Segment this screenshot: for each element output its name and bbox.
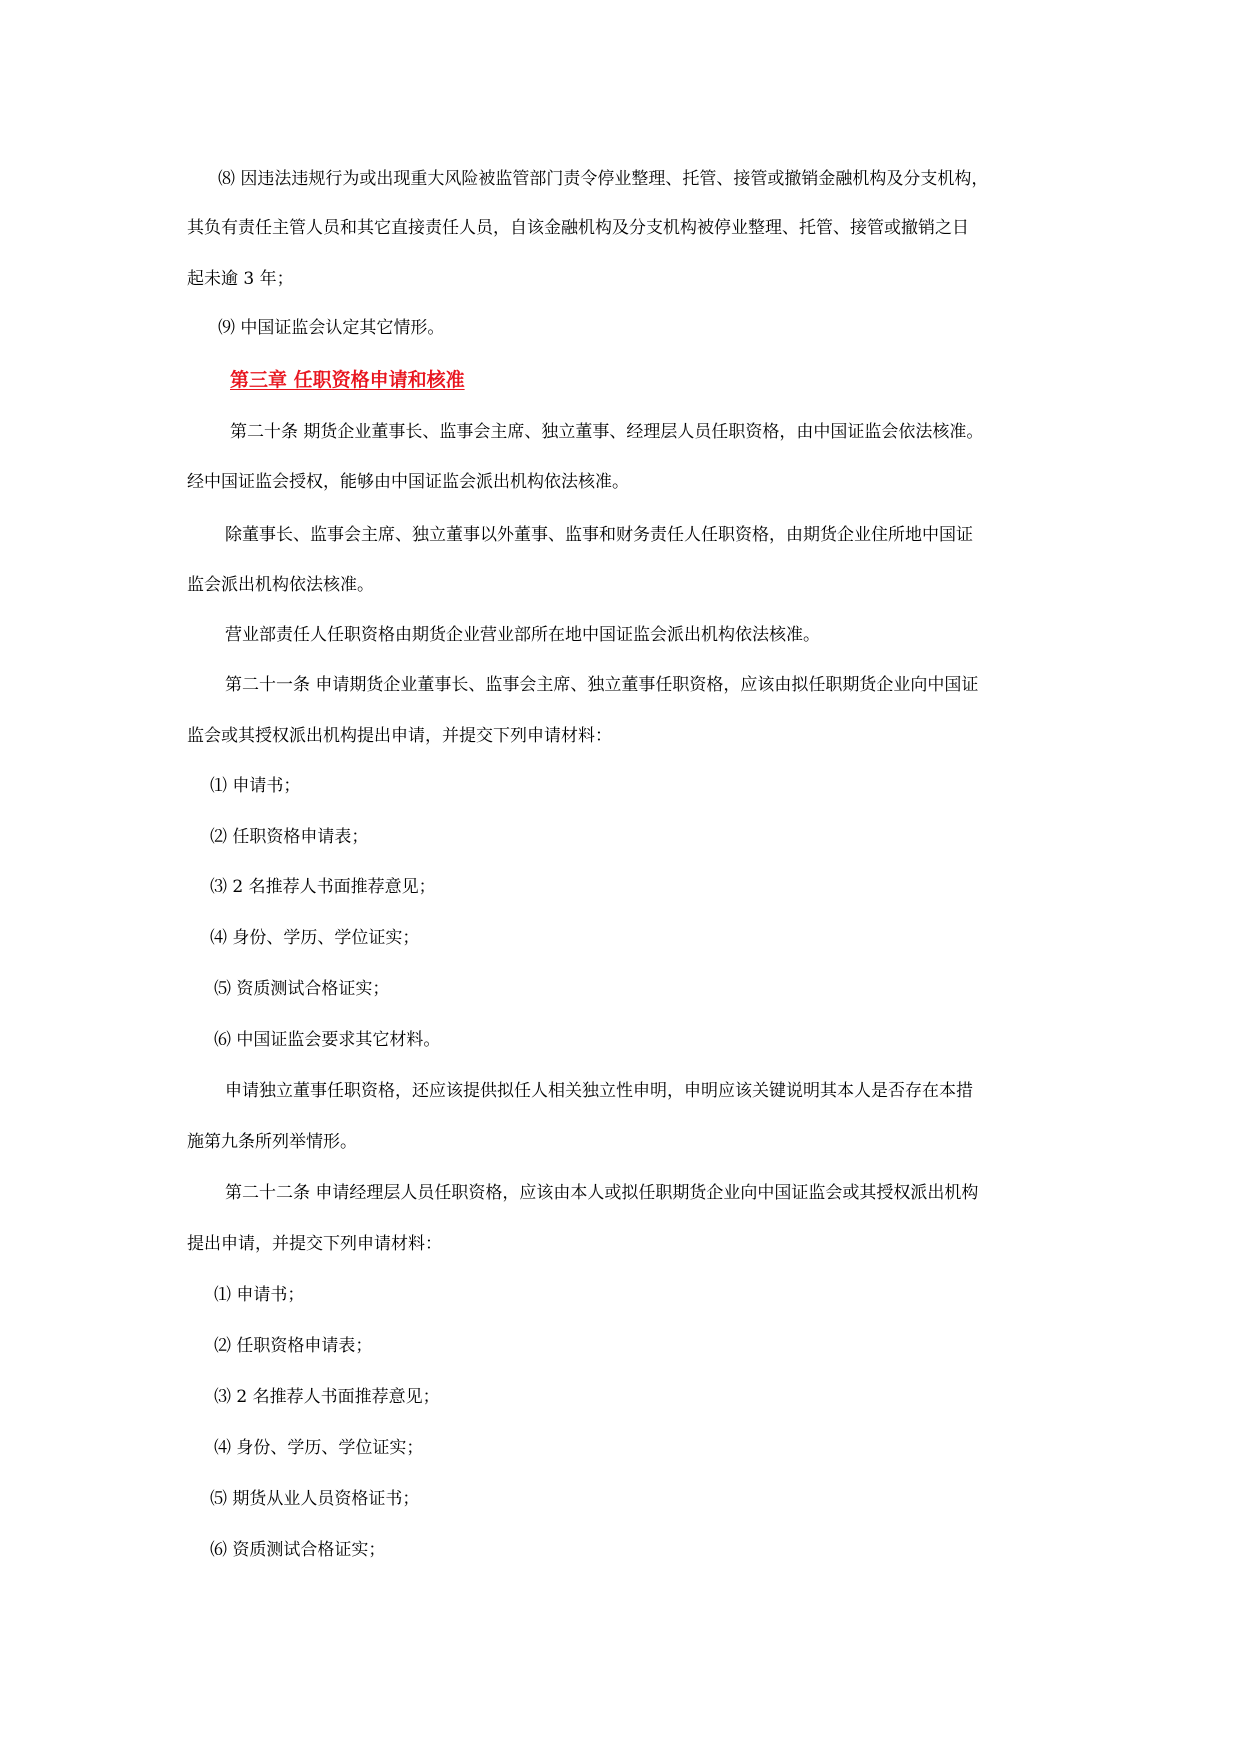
list-item: ⑸ 资质测试合格证实； [214,979,390,999]
paragraph-line: 监会或其授权派出机构提出申请，并提交下列申请材料： [187,726,612,746]
list-item: ⑸ 期货从业人员资格证书； [210,1489,420,1509]
list-item: ⑹ 中国证监会要求其它材料。 [214,1030,441,1050]
list-item: ⑷ 身份、学历、学位证实； [210,928,420,948]
paragraph-line: 经中国证监会授权，能够由中国证监会派出机构依法核准。 [187,472,629,492]
article-20: 第二十条 期货企业董事长、监事会主席、独立董事、经理层人员任职资格，由中国证监会依法核准。 [230,422,984,442]
paragraph-line: 其负有责任主管人员和其它直接责任人员，自该金融机构及分支机构被停业整理、托管、接管或撤销之日 [187,218,969,238]
paragraph-line: 申请独立董事任职资格，还应该提供拟任人相关独立性申明，申明应该关键说明其本人是否存在本措 [225,1081,973,1101]
list-item: ⑹ 资质测试合格证实； [210,1540,386,1560]
paragraph-line: 除董事长、监事会主席、独立董事以外董事、监事和财务责任人任职资格，由期货企业住所地中国证 [225,525,973,545]
paragraph-line: 施第九条所列举情形。 [187,1132,357,1152]
paragraph-line: 监会派出机构依法核准。 [187,575,374,595]
list-item: ⑵ 任职资格申请表； [210,827,369,847]
list-item: ⑴ 申请书； [210,776,301,796]
list-item: ⑶ 2 名推荐人书面推荐意见； [214,1387,440,1407]
list-item: ⑴ 申请书； [214,1285,305,1305]
list-item: ⑷ 身份、学历、学位证实； [214,1438,424,1458]
article-21: 第二十一条 申请期货企业董事长、监事会主席、独立董事任职资格，应该由拟任职期货企业向中国证 [225,675,979,695]
list-item: ⑼ 中国证监会认定其它情形。 [218,318,445,338]
chapter-heading: 第三章 任职资格申请和核准 [230,369,465,391]
list-item: ⑻ 因违法违规行为或出现重大风险被监管部门责令停业整理、托管、接管或撤销金融机构及分支机构， [218,169,989,189]
list-item: ⑵ 任职资格申请表； [214,1336,373,1356]
list-item: ⑶ 2 名推荐人书面推荐意见； [210,877,436,897]
paragraph-line: 起未逾 3 年； [187,269,294,289]
paragraph-line: 提出申请，并提交下列申请材料： [187,1234,442,1254]
article-22: 第二十二条 申请经理层人员任职资格，应该由本人或拟任职期货企业向中国证监会或其授权派出机构 [225,1183,979,1203]
paragraph-line: 营业部责任人任职资格由期货企业营业部所在地中国证监会派出机构依法核准。 [225,625,820,645]
